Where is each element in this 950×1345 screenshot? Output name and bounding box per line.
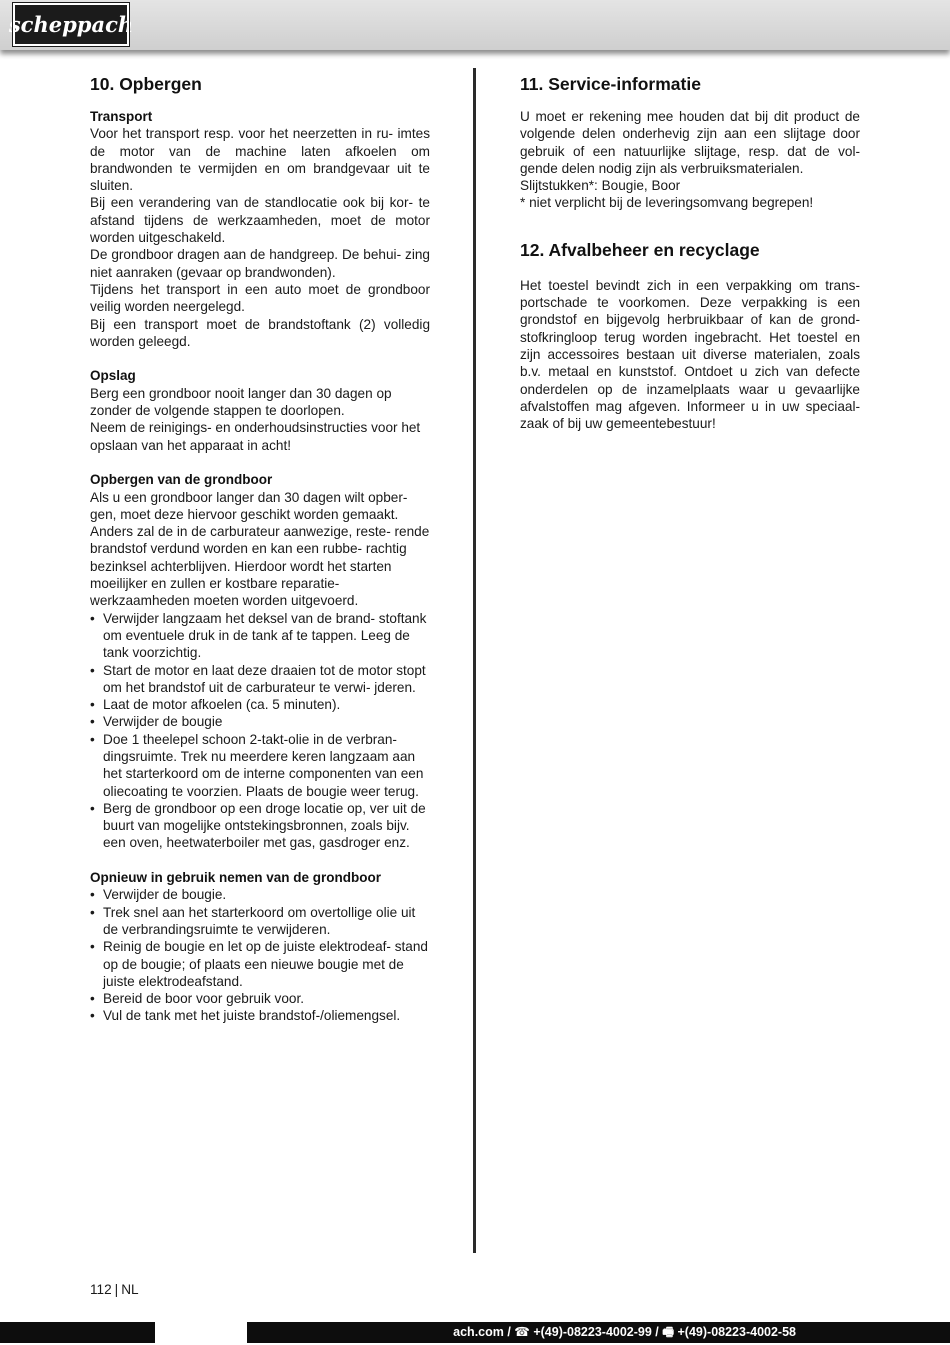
right-column — [520, 74, 860, 432]
opnieuw-steps-list — [90, 886, 430, 1024]
transport-paragraph: Bij een transport moet de brandstoftank (2) volledig worden geleegd. — [90, 316, 430, 349]
transport-paragraph: Tijdens het transport in een auto moet de grondboor veilig worden neergelegd. — [90, 281, 430, 315]
opbergen-intro: Als u een grondboor langer dan 30 dagen wilt opber- gen, moet deze hiervoor geschikt worden gemaakt. Anders zal de in de carburateur aanwezige, reste- rende brandstof verdund worden en kan een rubbe- rachtig bezinksel achterblijven. Hierdoor wordt het starten moeilijker en zullen er kostbare reparatie- werkzaamheden moeten worden uitgevoerd. — [90, 489, 430, 609]
list-item: • Reinig de bougie en let op de juiste elektrodeaf- stand op de bougie; of plaats een nieuwe bougie met de juiste elektrodeafstand. — [90, 938, 430, 990]
list-item: • Trek snel aan het starterkoord om overtollige olie uit de verbrandingsruimte te verwijderen. — [90, 904, 430, 939]
section-title-service: 11. Service-informatie — [520, 74, 701, 94]
heading-opnieuw-in-gebruik: Opnieuw in gebruik nemen van de grondboor — [90, 870, 382, 886]
opbergen-steps-list — [90, 610, 430, 852]
column-divider — [473, 68, 476, 1253]
page-header — [0, 0, 950, 50]
afval-paragraph: Het toestel bevindt zich in een verpakking om trans- portschade te voorkomen. Deze verpakking is een grondstof en bijgevolg herbruikbaar of kan de grond- stofkringloop terug worden ingebracht. Het toestel en zijn accessoires bestaan uit diverse materialen, zoals b.v. metaal en kunststof. Ontdoet u zich van defecte onderdelen op de inzamelplaats waar u gevaarlijke afvalstoffen mag afgeven. Informeer u in uw speciaal- zaak of bij uw gemeentebestuur! — [520, 277, 860, 432]
footnote-line: * niet verplicht bij de leveringsomvang begrepen! — [520, 195, 814, 211]
page-number-value: 112 — [90, 1282, 112, 1297]
language-code: NL — [121, 1282, 139, 1297]
list-item: • Doe 1 theelepel schoon 2-takt-olie in de verbran- dingsruimte. Trek nu meerdere keren langzaam aan het starterkoord om de interne componenten van een oliecoating te voorzien. Plaats de bougie weer terug. — [90, 731, 430, 800]
heading-opslag: Opslag — [90, 368, 136, 384]
heading-opbergen-grondboor: Opbergen van de grondboor — [90, 472, 273, 488]
list-item: • Verwijder de bougie. — [90, 886, 430, 903]
page-number: 112 | NL — [90, 1282, 139, 1297]
service-paragraph: U moet er rekening mee houden dat bij dit product de volgende delen onderhevig zijn aan een slijtage door gebruik of een natuurlijke slijtage, resp. dat de vol- gende delen nodig zijn als verbruiksmaterialen. — [520, 109, 860, 176]
list-item: • Vul de tank met het juiste brandstof-/oliemengsel. — [90, 1007, 430, 1024]
transport-paragraph: De grondboor dragen aan de handgreep. De behui- zing niet aanraken (gevaar op brandwonden). — [90, 247, 430, 280]
heading-transport: Transport — [90, 109, 153, 124]
list-item: • Bereid de boor voor gebruik voor. — [90, 990, 430, 1007]
list-item: • Start de motor en laat deze draaien tot de motor stopt om het brandstof uit de carburateur te verwi- jderen. — [90, 662, 430, 697]
scheppach-logo — [8, 3, 134, 46]
logo-text: scheppach — [8, 12, 134, 37]
transport-paragraph: Voor het transport resp. voor het neerzetten in ru- imtes de motor van de machine laten afkoelen om brandwonden te vermijden en om brandgevaar uit te sluiten. — [90, 126, 430, 194]
list-item: • Verwijder de bougie — [90, 713, 430, 730]
opslag-paragraph: Neem de reinigings- en onderhoudsinstructies voor het opslaan van het apparaat in acht! — [90, 420, 421, 453]
wear-parts-line: Slijtstukken*: Bougie, Boor — [520, 178, 681, 194]
list-item: • Verwijder langzaam het deksel van de brand- stoftank om eventuele druk in de tank af te tappen. Leeg de tank voorzichtig. — [90, 610, 430, 662]
list-item: • Laat de motor afkoelen (ca. 5 minuten). — [90, 696, 430, 713]
section-title-afval: 12. Afvalbeheer en recyclage — [520, 239, 760, 260]
section-title-opbergen: 10. Opbergen — [90, 74, 202, 94]
list-item: • Berg de grondboor op een droge locatie op, ver uit de buurt van mogelijke ontstekingsbronnen, zoals bijv. een oven, heetwaterboiler met gas, gasdroger enz. — [90, 800, 430, 852]
opslag-paragraph: Berg een grondboor nooit langer dan 30 dagen op zonder de volgende stappen te doorlopen. — [90, 385, 392, 419]
transport-paragraph: Bij een verandering van de standlocatie ook bij kor- te afstand tijdens de werkzaamheden, moet de motor worden uitgeschakeld. — [90, 195, 430, 246]
left-column — [90, 74, 430, 1025]
footer-bar-gap — [155, 1322, 247, 1343]
footer-contact: ach.com / ☎ +(49)-08223-4002-99 / 🖷 +(49)-08223-4002-58 — [453, 1325, 796, 1339]
